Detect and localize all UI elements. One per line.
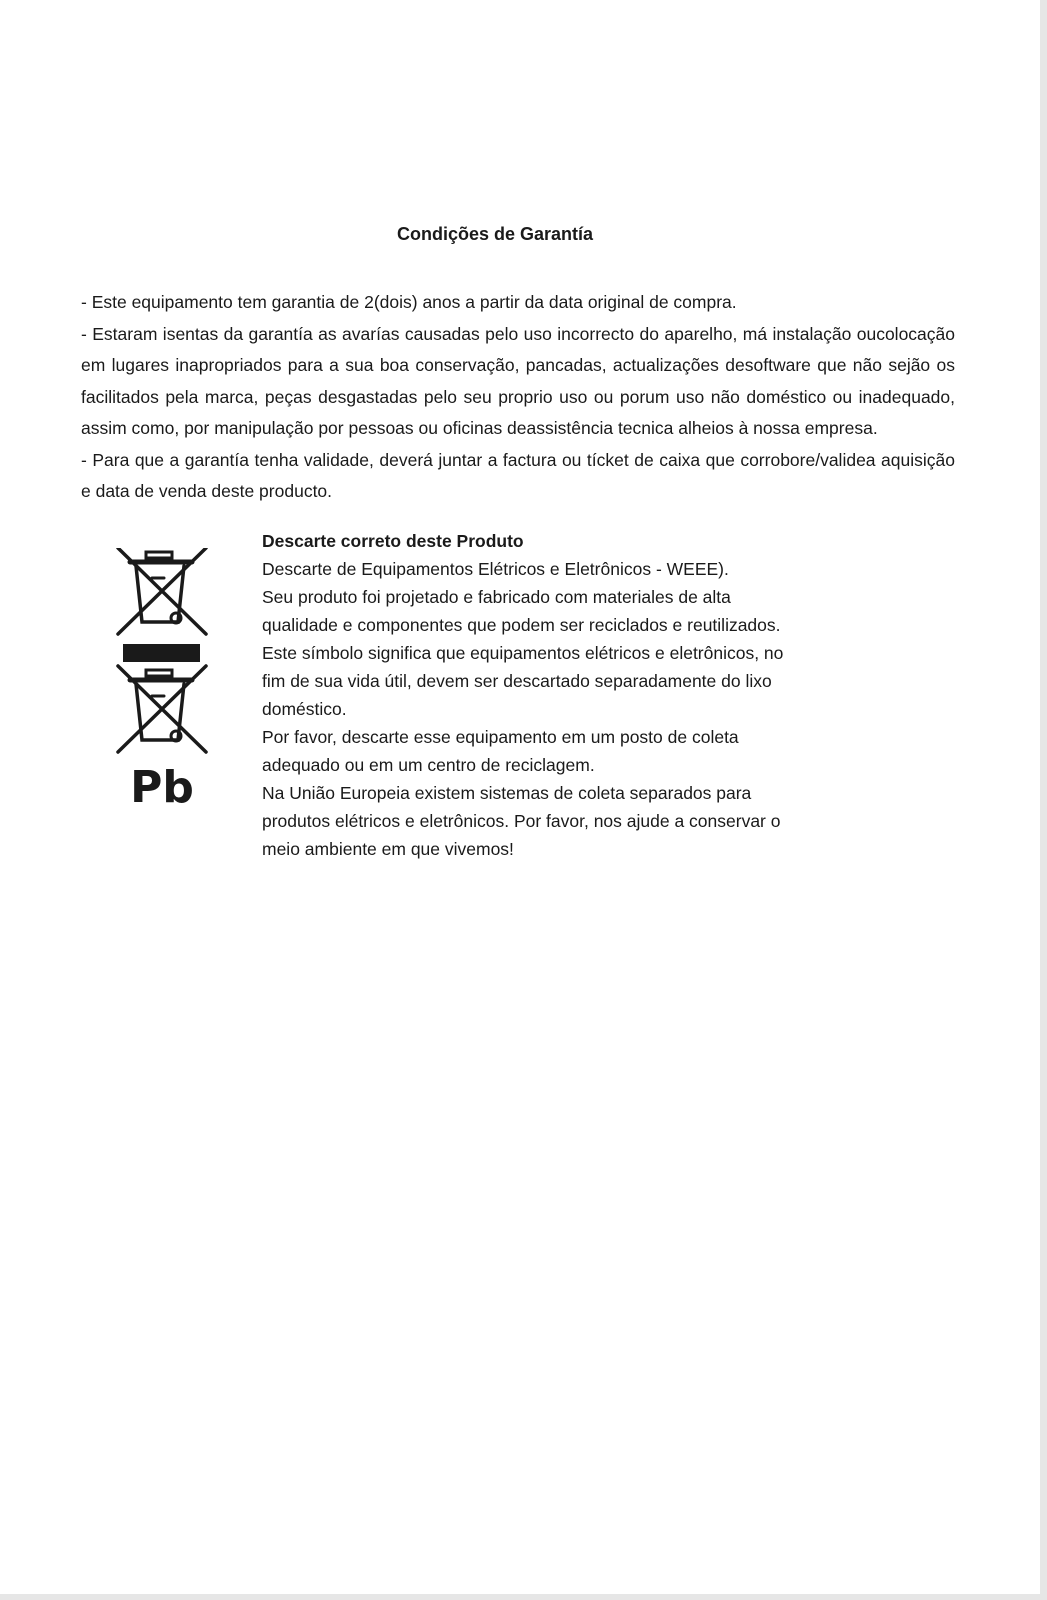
black-bar-icon xyxy=(123,644,200,662)
pb-label: Pb xyxy=(130,762,194,808)
warranty-title: Condições de Garantía xyxy=(396,224,594,244)
page-edge-right xyxy=(1040,0,1047,1600)
warranty-paragraph: - Este equipamento tem garantia de 2(dois) anos a partir da data original de compra. xyxy=(81,292,737,312)
disposal-line: Seu produto foi projetado e fabricado com materiales de alta xyxy=(262,587,731,607)
disposal-line: qualidade e componentes que podem ser reciclados e reutilizados. xyxy=(262,615,781,635)
disposal-line: Por favor, descarte esse equipamento em um posto de coleta xyxy=(262,727,739,747)
page-edge-bottom xyxy=(0,1594,1047,1600)
disposal-line: produtos elétricos e eletrônicos. Por favor, nos ajude a conservar o xyxy=(262,811,781,831)
warranty-conditions xyxy=(81,287,955,508)
warranty-paragraph: - Para que a garantía tenha validade, deverá juntar a factura ou tícket de caixa que corrobore/validea aquisição e data de venda deste producto. xyxy=(81,449,955,501)
disposal-line: adequado ou em um centro de reciclagem. xyxy=(262,755,595,775)
disposal-line: Este símbolo significa que equipamentos elétricos e eletrônicos, no xyxy=(262,643,784,663)
disposal-line: doméstico. xyxy=(262,699,347,719)
disposal-section xyxy=(262,527,822,863)
crossed-bin-icon xyxy=(118,666,206,752)
warranty-paragraph: - Estaram isentas da garantía as avarías causadas pelo uso incorrecto do aparelho, má instalação oucolocação em lugares inapropriados para a sua boa conservação, pancadas, actualizações desoftware que não sejão os facilitados pela marca, peças desgastadas pelo seu proprio uso ou porum uso não doméstico ou inadequado, assim como, por manipulação por pessoas ou oficinas deassistência tecnica alheios à nossa empresa. xyxy=(81,323,955,438)
disposal-heading: Descarte correto deste Produto xyxy=(262,531,524,551)
disposal-line: Descarte de Equipamentos Elétricos e Eletrônicos - WEEE). xyxy=(262,559,729,579)
weee-crossed-bin-icon xyxy=(112,548,212,808)
disposal-line: meio ambiente em que vivemos! xyxy=(262,839,514,859)
crossed-bin-icon xyxy=(118,548,206,634)
disposal-line: fim de sua vida útil, devem ser descartado separadamente do lixo xyxy=(262,671,772,691)
disposal-line: Na União Europeia existem sistemas de coleta separados para xyxy=(262,783,752,803)
